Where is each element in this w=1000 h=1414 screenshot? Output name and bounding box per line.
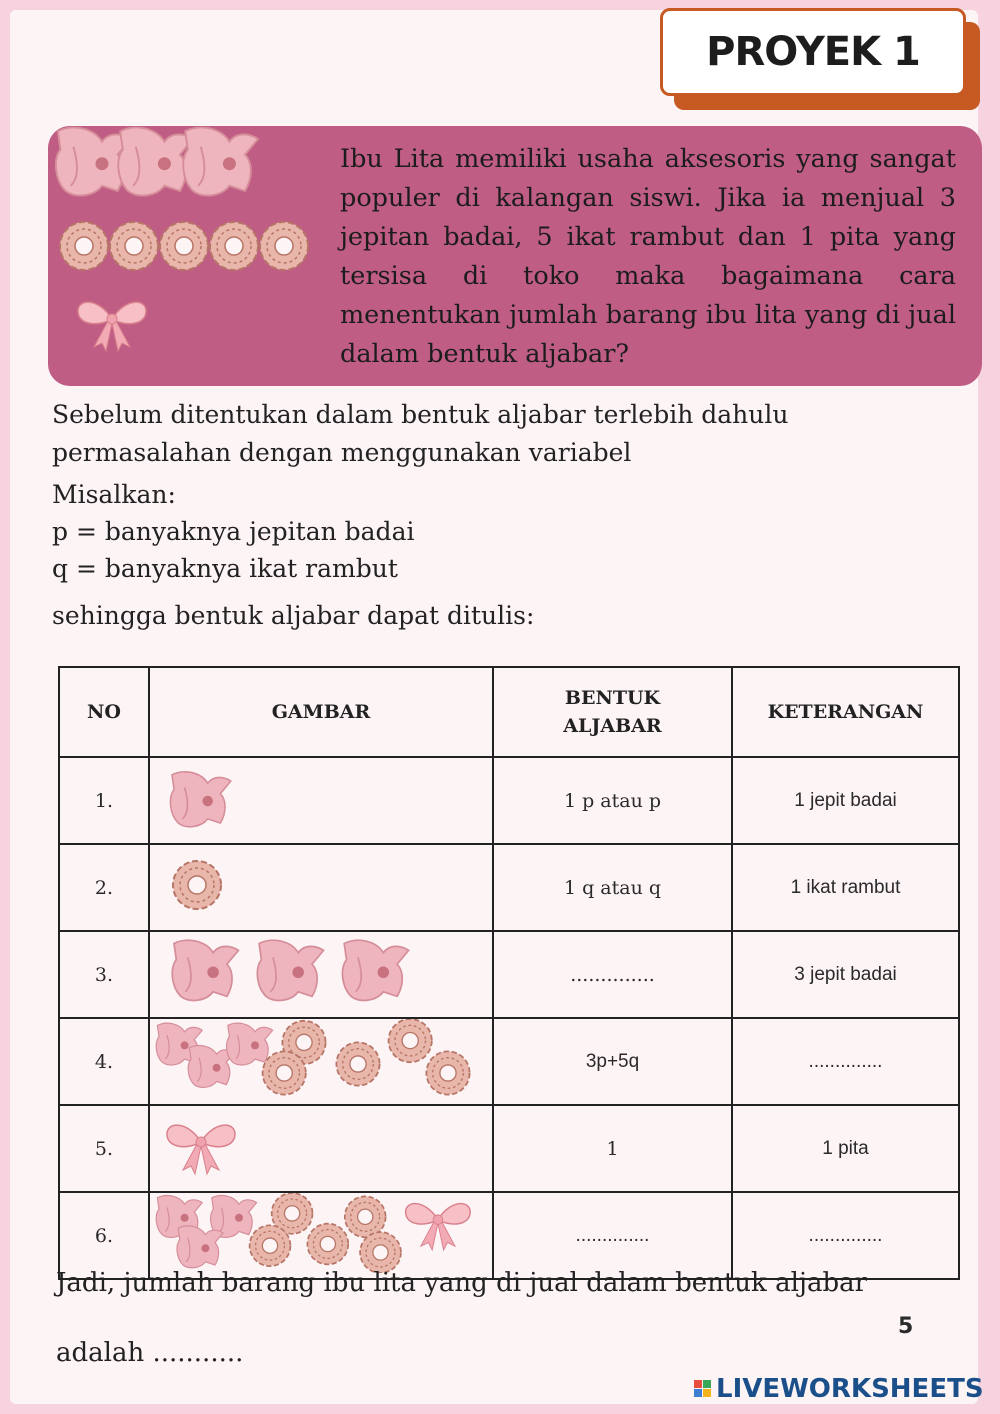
sehingga-line: sehingga bentuk aljabar dapat ditulis: [52, 601, 535, 630]
row-description-blank[interactable]: .............. [732, 1018, 959, 1105]
row-algebra-blank[interactable]: .............. [493, 1192, 732, 1279]
conclusion-answer[interactable]: adalah ........... [56, 1338, 244, 1368]
row-picture [149, 1192, 493, 1279]
row-number: 1. [59, 757, 149, 844]
scrunchie-icon [160, 222, 208, 270]
scrunchie-icon [260, 222, 308, 270]
row-description-blank[interactable]: .............. [732, 1192, 959, 1279]
hair-clip-icon [151, 758, 491, 838]
row-algebra: 1 [493, 1105, 732, 1192]
row-algebra: 1 p atau p [493, 757, 732, 844]
scrunchie-icon [210, 222, 258, 270]
clips-and-scrunchies-picture [151, 1019, 491, 1099]
story-text: Ibu Lita memiliki usaha aksesoris yang sangat populer di kalangan siswi. Jika ia menjual 3 jepitan badai, 5 ikat rambut dan 1 pita yang tersisa di toko maka bagaimana cara menentukan jumlah barang ibu lita yang di jual dalam bentuk aljabar? [340, 144, 956, 369]
row-description: 1 pita [732, 1105, 959, 1192]
table-row [59, 1192, 959, 1279]
row-number: 4. [59, 1018, 149, 1105]
scrunchie-icon [60, 222, 108, 270]
banner-accessories-illustration [50, 126, 350, 376]
row-algebra-blank[interactable]: .............. [493, 931, 732, 1018]
row-description: 1 ikat rambut [732, 844, 959, 931]
misalkan-label: Misalkan: [52, 480, 176, 509]
table-row [59, 844, 959, 931]
scrunchie-icon [151, 845, 491, 925]
scrunchie-icon [110, 222, 158, 270]
table-row [59, 1105, 959, 1192]
intro-line-1: Sebelum ditentukan dalam bentuk aljabar terlebih dahulu [52, 400, 789, 429]
page-title: PROYEK 1 [660, 8, 966, 96]
variable-q-definition: q = banyaknya ikat rambut [52, 554, 398, 583]
brand-name: LIVEWORKSHEETS [716, 1374, 984, 1404]
row-picture [149, 844, 493, 931]
hair-clip-icon [118, 128, 193, 196]
row-picture [149, 931, 493, 1018]
liveworksheets-logo [694, 1374, 984, 1404]
variable-p-definition: p = banyaknya jepitan badai [52, 517, 415, 546]
row-number: 5. [59, 1105, 149, 1192]
algebra-table [58, 666, 960, 1280]
intro-line-2: permasalahan dengan menggunakan variabel [52, 438, 632, 467]
header-keterangan: KETERANGAN [732, 667, 959, 757]
table-row [59, 757, 959, 844]
page-number: 5 [898, 1314, 914, 1339]
conclusion-line-1: Jadi, jumlah barang ibu lita yang di jual dalam bentuk aljabar [56, 1268, 868, 1298]
table-row [59, 931, 959, 1018]
row-number: 3. [59, 931, 149, 1018]
row-picture [149, 1105, 493, 1192]
row-picture [149, 757, 493, 844]
hair-clip-icon [183, 128, 258, 196]
header-gambar: GAMBAR [149, 667, 493, 757]
ribbon-bow-icon [78, 302, 146, 351]
three-hair-clips-picture [151, 932, 491, 1012]
row-picture [149, 1018, 493, 1105]
header-bentuk-aljabar: BENTUK ALJABAR [493, 667, 732, 757]
table-header-row [59, 667, 959, 757]
row-number: 2. [59, 844, 149, 931]
header-no: NO [59, 667, 149, 757]
table-row [59, 1018, 959, 1105]
row-algebra: 1 q atau q [493, 844, 732, 931]
ribbon-bow-icon [151, 1106, 491, 1186]
row-number: 6. [59, 1192, 149, 1279]
liveworksheets-logo-icon [694, 1380, 712, 1398]
row-description: 3 jepit badai [732, 931, 959, 1018]
row-algebra: 3p+5q [493, 1018, 732, 1105]
row-description: 1 jepit badai [732, 757, 959, 844]
clips-scrunchies-bow-picture [151, 1193, 491, 1273]
